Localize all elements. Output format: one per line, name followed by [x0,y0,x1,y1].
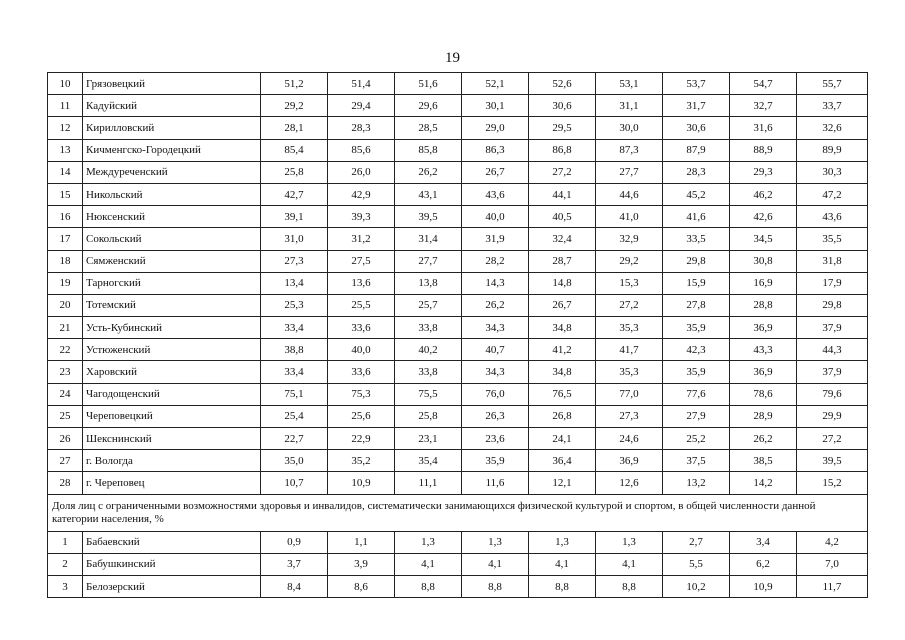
value-cell: 12,6 [596,472,663,494]
value-cell: 25,3 [261,294,328,316]
table-row [48,531,868,553]
value-cell: 25,4 [261,405,328,427]
value-cell: 28,5 [395,117,462,139]
table-row [48,161,868,183]
value-cell: 26,2 [395,161,462,183]
table-row [48,139,868,161]
value-cell: 75,5 [395,383,462,405]
table-row [48,294,868,316]
row-number: 3 [48,575,83,597]
value-cell: 31,4 [395,228,462,250]
value-cell: 15,9 [663,272,730,294]
value-cell: 29,3 [730,161,797,183]
value-cell: 40,0 [328,339,395,361]
district-name: Кирилловский [83,117,261,139]
value-cell: 4,2 [797,531,868,553]
value-cell: 77,6 [663,383,730,405]
value-cell: 24,6 [596,428,663,450]
value-cell: 17,9 [797,272,868,294]
value-cell: 36,9 [596,450,663,472]
value-cell: 37,9 [797,361,868,383]
value-cell: 44,3 [797,339,868,361]
row-number: 23 [48,361,83,383]
value-cell: 43,3 [730,339,797,361]
value-cell: 25,7 [395,294,462,316]
value-cell: 1,3 [395,531,462,553]
value-cell: 78,6 [730,383,797,405]
value-cell: 3,9 [328,553,395,575]
value-cell: 35,9 [462,450,529,472]
value-cell: 52,1 [462,73,529,95]
value-cell: 41,7 [596,339,663,361]
value-cell: 16,9 [730,272,797,294]
section-heading-group [48,494,868,531]
value-cell: 8,8 [395,575,462,597]
value-cell: 36,9 [730,361,797,383]
value-cell: 38,8 [261,339,328,361]
value-cell: 28,7 [529,250,596,272]
value-cell: 28,3 [328,117,395,139]
row-number: 27 [48,450,83,472]
value-cell: 29,4 [328,95,395,117]
value-cell: 27,2 [596,294,663,316]
value-cell: 88,9 [730,139,797,161]
value-cell: 24,1 [529,428,596,450]
value-cell: 42,7 [261,183,328,205]
row-number: 13 [48,139,83,161]
value-cell: 14,3 [462,272,529,294]
value-cell: 27,2 [797,428,868,450]
value-cell: 39,1 [261,206,328,228]
table-row [48,405,868,427]
value-cell: 12,1 [529,472,596,494]
value-cell: 8,8 [529,575,596,597]
value-cell: 11,1 [395,472,462,494]
table-row [48,73,868,95]
district-name: Чагодощенский [83,383,261,405]
table-row [48,317,868,339]
value-cell: 28,1 [261,117,328,139]
value-cell: 26,2 [730,428,797,450]
value-cell: 13,8 [395,272,462,294]
value-cell: 31,0 [261,228,328,250]
value-cell: 27,3 [596,405,663,427]
table-body-top [48,73,868,495]
value-cell: 26,7 [529,294,596,316]
value-cell: 27,7 [596,161,663,183]
value-cell: 41,6 [663,206,730,228]
value-cell: 15,2 [797,472,868,494]
value-cell: 35,4 [395,450,462,472]
value-cell: 25,6 [328,405,395,427]
value-cell: 34,3 [462,317,529,339]
value-cell: 33,7 [797,95,868,117]
district-name: Кадуйский [83,95,261,117]
value-cell: 35,0 [261,450,328,472]
value-cell: 37,9 [797,317,868,339]
value-cell: 43,6 [797,206,868,228]
row-number: 11 [48,95,83,117]
district-name: Шекснинский [83,428,261,450]
value-cell: 10,7 [261,472,328,494]
value-cell: 53,1 [596,73,663,95]
value-cell: 28,3 [663,161,730,183]
value-cell: 75,1 [261,383,328,405]
value-cell: 34,3 [462,361,529,383]
value-cell: 11,7 [797,575,868,597]
value-cell: 31,7 [663,95,730,117]
table-row [48,472,868,494]
value-cell: 29,8 [663,250,730,272]
value-cell: 30,0 [596,117,663,139]
value-cell: 25,2 [663,428,730,450]
row-number: 19 [48,272,83,294]
value-cell: 44,1 [529,183,596,205]
value-cell: 39,5 [797,450,868,472]
value-cell: 41,2 [529,339,596,361]
table-row [48,250,868,272]
district-name: г. Вологда [83,450,261,472]
value-cell: 1,3 [529,531,596,553]
district-name: Сямженский [83,250,261,272]
row-number: 16 [48,206,83,228]
value-cell: 29,0 [462,117,529,139]
row-number: 15 [48,183,83,205]
district-name: Нюксенский [83,206,261,228]
value-cell: 53,7 [663,73,730,95]
value-cell: 86,8 [529,139,596,161]
value-cell: 4,1 [462,553,529,575]
table-row [48,117,868,139]
row-number: 10 [48,73,83,95]
value-cell: 36,9 [730,317,797,339]
row-number: 28 [48,472,83,494]
value-cell: 26,7 [462,161,529,183]
value-cell: 7,0 [797,553,868,575]
table-row [48,553,868,575]
district-name: г. Череповец [83,472,261,494]
value-cell: 10,9 [328,472,395,494]
row-number: 12 [48,117,83,139]
value-cell: 23,6 [462,428,529,450]
section-heading: Доля лиц с ограниченными возможностями здоровья и инвалидов, систематически занимающихся физической культурой и спортом, в общей численности данной категории населения, % [48,494,868,531]
district-name: Кичменгско-Городецкий [83,139,261,161]
value-cell: 40,5 [529,206,596,228]
table-row [48,228,868,250]
value-cell: 40,0 [462,206,529,228]
table-row [48,339,868,361]
value-cell: 29,2 [596,250,663,272]
value-cell: 8,8 [596,575,663,597]
value-cell: 42,9 [328,183,395,205]
value-cell: 33,8 [395,317,462,339]
table-row [48,95,868,117]
value-cell: 8,8 [462,575,529,597]
value-cell: 85,6 [328,139,395,161]
table-row [48,272,868,294]
value-cell: 22,9 [328,428,395,450]
value-cell: 33,4 [261,317,328,339]
table-row [48,575,868,597]
value-cell: 35,2 [328,450,395,472]
row-number: 24 [48,383,83,405]
value-cell: 26,2 [462,294,529,316]
value-cell: 11,6 [462,472,529,494]
value-cell: 52,6 [529,73,596,95]
value-cell: 1,3 [596,531,663,553]
value-cell: 32,4 [529,228,596,250]
row-number: 26 [48,428,83,450]
value-cell: 76,5 [529,383,596,405]
value-cell: 30,6 [663,117,730,139]
value-cell: 42,6 [730,206,797,228]
value-cell: 33,6 [328,317,395,339]
value-cell: 6,2 [730,553,797,575]
value-cell: 35,9 [663,317,730,339]
value-cell: 40,7 [462,339,529,361]
value-cell: 32,7 [730,95,797,117]
value-cell: 32,9 [596,228,663,250]
value-cell: 86,3 [462,139,529,161]
district-name: Череповецкий [83,405,261,427]
value-cell: 25,8 [261,161,328,183]
district-name: Грязовецкий [83,73,261,95]
value-cell: 35,9 [663,361,730,383]
value-cell: 54,7 [730,73,797,95]
value-cell: 55,7 [797,73,868,95]
value-cell: 25,8 [395,405,462,427]
value-cell: 23,1 [395,428,462,450]
district-name: Бабаевский [83,531,261,553]
row-number: 14 [48,161,83,183]
value-cell: 5,5 [663,553,730,575]
value-cell: 42,3 [663,339,730,361]
value-cell: 4,1 [596,553,663,575]
value-cell: 33,8 [395,361,462,383]
district-name: Междуреченский [83,161,261,183]
value-cell: 51,6 [395,73,462,95]
value-cell: 3,4 [730,531,797,553]
value-cell: 79,6 [797,383,868,405]
district-name: Тарногский [83,272,261,294]
table-body-bottom [48,531,868,598]
value-cell: 13,6 [328,272,395,294]
value-cell: 43,6 [462,183,529,205]
value-cell: 89,9 [797,139,868,161]
value-cell: 77,0 [596,383,663,405]
table-row [48,428,868,450]
value-cell: 87,9 [663,139,730,161]
value-cell: 4,1 [529,553,596,575]
value-cell: 44,6 [596,183,663,205]
value-cell: 39,5 [395,206,462,228]
table-row [48,361,868,383]
row-number: 25 [48,405,83,427]
district-name: Усть-Кубинский [83,317,261,339]
row-number: 2 [48,553,83,575]
value-cell: 43,1 [395,183,462,205]
value-cell: 10,2 [663,575,730,597]
district-name: Тотемский [83,294,261,316]
value-cell: 47,2 [797,183,868,205]
district-name: Никольский [83,183,261,205]
row-number: 22 [48,339,83,361]
value-cell: 2,7 [663,531,730,553]
value-cell: 76,0 [462,383,529,405]
value-cell: 0,9 [261,531,328,553]
value-cell: 27,8 [663,294,730,316]
row-number: 1 [48,531,83,553]
value-cell: 45,2 [663,183,730,205]
table-row [48,183,868,205]
value-cell: 8,4 [261,575,328,597]
value-cell: 26,3 [462,405,529,427]
value-cell: 40,2 [395,339,462,361]
value-cell: 35,3 [596,361,663,383]
row-number: 20 [48,294,83,316]
value-cell: 28,9 [730,405,797,427]
value-cell: 27,9 [663,405,730,427]
value-cell: 28,2 [462,250,529,272]
value-cell: 34,5 [730,228,797,250]
table-row [48,450,868,472]
value-cell: 30,8 [730,250,797,272]
table-row [48,383,868,405]
value-cell: 35,5 [797,228,868,250]
value-cell: 1,1 [328,531,395,553]
value-cell: 26,8 [529,405,596,427]
value-cell: 1,3 [462,531,529,553]
district-name: Харовский [83,361,261,383]
value-cell: 28,8 [730,294,797,316]
indicator-table [47,72,868,598]
value-cell: 29,2 [261,95,328,117]
value-cell: 27,7 [395,250,462,272]
value-cell: 38,5 [730,450,797,472]
district-name: Бабушкинский [83,553,261,575]
value-cell: 15,3 [596,272,663,294]
value-cell: 4,1 [395,553,462,575]
district-name: Белозерский [83,575,261,597]
row-number: 17 [48,228,83,250]
value-cell: 14,8 [529,272,596,294]
value-cell: 34,8 [529,361,596,383]
value-cell: 39,3 [328,206,395,228]
value-cell: 31,9 [462,228,529,250]
value-cell: 35,3 [596,317,663,339]
value-cell: 85,8 [395,139,462,161]
value-cell: 33,5 [663,228,730,250]
value-cell: 85,4 [261,139,328,161]
value-cell: 29,8 [797,294,868,316]
value-cell: 27,5 [328,250,395,272]
value-cell: 37,5 [663,450,730,472]
value-cell: 41,0 [596,206,663,228]
value-cell: 87,3 [596,139,663,161]
value-cell: 31,2 [328,228,395,250]
value-cell: 30,6 [529,95,596,117]
value-cell: 29,5 [529,117,596,139]
value-cell: 36,4 [529,450,596,472]
value-cell: 31,1 [596,95,663,117]
value-cell: 13,2 [663,472,730,494]
value-cell: 8,6 [328,575,395,597]
page-number: 19 [445,50,460,66]
value-cell: 26,0 [328,161,395,183]
table-row [48,206,868,228]
value-cell: 27,2 [529,161,596,183]
value-cell: 29,9 [797,405,868,427]
value-cell: 25,5 [328,294,395,316]
value-cell: 34,8 [529,317,596,339]
value-cell: 75,3 [328,383,395,405]
section-heading-row [48,494,868,531]
value-cell: 33,4 [261,361,328,383]
value-cell: 30,3 [797,161,868,183]
row-number: 18 [48,250,83,272]
value-cell: 29,6 [395,95,462,117]
value-cell: 22,7 [261,428,328,450]
district-name: Сокольский [83,228,261,250]
district-name: Устюженский [83,339,261,361]
value-cell: 30,1 [462,95,529,117]
value-cell: 51,2 [261,73,328,95]
value-cell: 3,7 [261,553,328,575]
value-cell: 33,6 [328,361,395,383]
value-cell: 13,4 [261,272,328,294]
value-cell: 32,6 [797,117,868,139]
value-cell: 14,2 [730,472,797,494]
value-cell: 46,2 [730,183,797,205]
row-number: 21 [48,317,83,339]
value-cell: 31,6 [730,117,797,139]
value-cell: 27,3 [261,250,328,272]
value-cell: 51,4 [328,73,395,95]
value-cell: 31,8 [797,250,868,272]
value-cell: 10,9 [730,575,797,597]
